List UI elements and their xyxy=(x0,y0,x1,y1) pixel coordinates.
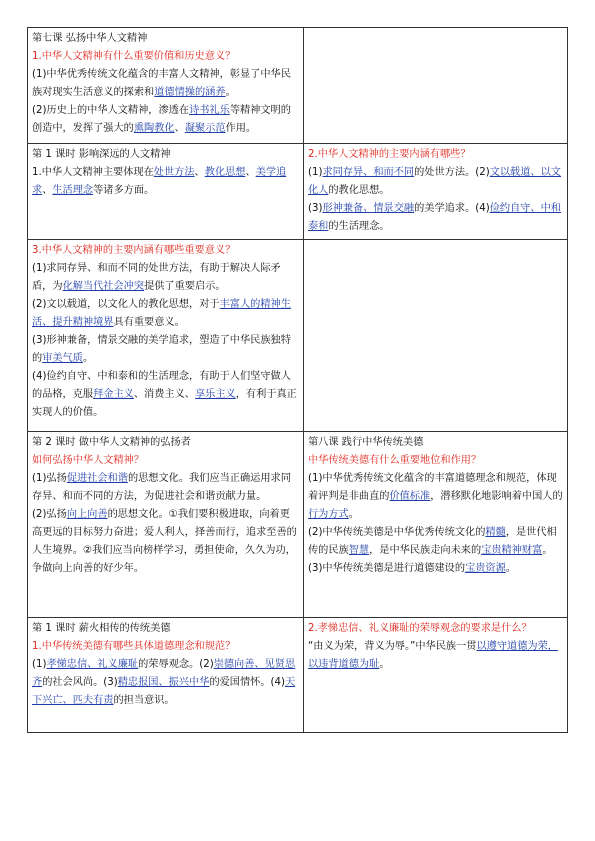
key-term: 宝贵精神财富 xyxy=(481,545,543,556)
key-term: 熏陶教化 xyxy=(133,123,175,134)
question: 如何弘扬中华人文精神？ xyxy=(32,455,145,466)
key-term: 教化思想 xyxy=(204,167,246,178)
key-term: 向上向善 xyxy=(66,509,108,520)
answer-paragraph: (1)求同存异、和而不同的处世方法，有助于解决人际矛盾，为化解当代社会冲突提供了重要启示。 xyxy=(32,263,281,292)
key-term: 审美气质 xyxy=(42,353,83,364)
section-lesson8-intro xyxy=(303,431,568,618)
key-term: 崇德向善、见贤思齐 xyxy=(32,659,296,688)
key-term: 促进社会和谐 xyxy=(66,473,128,484)
question: 1.中华人文精神有什么重要价值和历史意义？ xyxy=(32,51,236,62)
answer-paragraph: (3)中华传统美德是进行道德建设的宝贵资源。 xyxy=(308,563,516,574)
answer-paragraph: (1)求同存异、和而不同的处世方法。(2)文以载道、以文化人的教化思想。 xyxy=(308,167,561,196)
answer-paragraph: (3)形神兼备、情景交融的美学追求。(4)俭约自守、中和泰和的生活理念。 xyxy=(308,203,561,232)
answer-paragraph: (1)孝悌忠信、礼义廉耻的荣辱观念。(2)崇德向善、见贤思齐的社会风尚。(3)精忠报国、振兴中华的爱国情怀。(4)天下兴亡、匹夫有责的担当意识。 xyxy=(32,659,296,706)
key-term: 享乐主义 xyxy=(195,389,236,400)
answer-paragraph: “由义为荣，背义为辱。”中华民族一贯以遵守道德为荣，以违背道德为耻。 xyxy=(308,641,558,670)
key-term: 形神兼备、情景交融 xyxy=(322,203,415,214)
lesson-title: 第 1 课时 薪火相传的传统美德 xyxy=(32,623,171,634)
section-lesson7-period2 xyxy=(27,431,304,618)
key-term: 丰富人的精神生活、提升精神境界 xyxy=(32,299,291,328)
key-term: 价值标准 xyxy=(389,491,431,502)
key-term: 俭约自守、中和泰和 xyxy=(308,203,561,232)
lesson-title: 第七课 弘扬中华人文精神 xyxy=(32,33,148,44)
key-term: 天下兴亡、匹夫有责 xyxy=(32,677,296,706)
answer-paragraph: (2)中华传统美德是中华优秀传统文化的精髓，是世代相传的民族智慧，是中华民族走向未来的宝贵精神财富。 xyxy=(308,527,557,556)
key-term: 道德情操的涵养 xyxy=(154,87,226,98)
answer-paragraph: (1)中华优秀传统文化蕴含的丰富道德理念和规范，体现着评判是非曲直的价值标准，潜移默化地影响着中国人的行为方式。 xyxy=(308,473,563,520)
key-term: 处世方法 xyxy=(153,167,195,178)
answer-paragraph: (2)弘扬向上向善的思想文化。①我们要积极进取，向着更高更远的目标努力奋进；爱人利人，择善而行，追求至善的人生境界。②我们应当向榜样学习，勇担使命，久久为功，争做向上向善的好少年。 xyxy=(32,509,297,574)
section-connotation xyxy=(303,143,568,240)
question: 1.中华传统美德有哪些具体道德理念和规范？ xyxy=(32,641,236,652)
answer-paragraph: (2)文以载道，以文化人的教化思想，对于丰富人的精神生活、提升精神境界具有重要意义。 xyxy=(32,299,291,328)
key-term: 宝贵资源 xyxy=(465,563,506,574)
key-term: 化解当代社会冲突 xyxy=(62,281,145,292)
key-term: 精忠报国、振兴中华 xyxy=(117,677,210,688)
lesson-title: 第 1 课时 影响深远的人文精神 xyxy=(32,149,171,160)
key-term: 求同存异、和而不同 xyxy=(322,167,415,178)
answer-paragraph: (4)俭约自守、中和泰和的生活理念，有助于人们坚守做人的品格，克服拜金主义、消费主义、享乐主义，有利于真正实现人的价值。 xyxy=(32,371,297,418)
answer-paragraph: (3)形神兼备，情景交融的美学追求，塑造了中华民族独特的审美气质。 xyxy=(32,335,291,364)
lesson-title: 第 2 课时 做中华人文精神的弘扬者 xyxy=(32,437,191,448)
section-lesson7-intro xyxy=(27,27,304,144)
answer-paragraph: (1)弘扬促进社会和谐的思想文化。我们应当正确运用求同存异、和而不同的方法，为促进社会和谐贡献力量。 xyxy=(32,473,291,502)
empty-cell xyxy=(303,27,568,144)
lesson-title: 第八课 践行中华传统美德 xyxy=(308,437,424,448)
section-lesson8-period1 xyxy=(27,617,304,733)
key-term: 以遵守道德为荣，以违背道德为耻 xyxy=(308,641,558,670)
key-term: 拜金主义 xyxy=(93,389,134,400)
key-term: 凝聚示范 xyxy=(184,123,226,134)
key-term: 孝悌忠信、礼义廉耻 xyxy=(46,659,139,670)
key-term: 美学追求 xyxy=(32,167,287,196)
key-term: 诗书礼乐 xyxy=(189,105,230,116)
answer-paragraph: 1.中华人文精神主要体现在处世方法、教化思想、美学追求、生活理念等诸多方面。 xyxy=(32,167,287,196)
answer-paragraph: (2)历史上的中华人文精神，渗透在诗书礼乐等精神文明的创造中，发挥了强大的熏陶教化、凝聚示范作用。 xyxy=(32,105,291,134)
question: 2.中华人文精神的主要内涵有哪些？ xyxy=(308,149,471,160)
section-honor-disgrace xyxy=(303,617,568,733)
question: 3.中华人文精神的主要内涵有哪些重要意义？ xyxy=(32,245,236,256)
key-term: 智慧 xyxy=(348,545,370,556)
empty-cell xyxy=(303,239,568,432)
key-term: 精髓 xyxy=(485,527,506,538)
question: 2.孝悌忠信、礼义廉耻的荣辱观念的要求是什么？ xyxy=(308,623,532,634)
key-term: 生活理念 xyxy=(52,185,94,196)
key-term: 行为方式 xyxy=(308,509,349,520)
question: 中华传统美德有什么重要地位和作用？ xyxy=(308,455,482,466)
key-term: 文以载道、以文化人 xyxy=(308,167,561,196)
section-lesson7-period1 xyxy=(27,143,304,240)
answer-paragraph: (1)中华优秀传统文化蕴含的丰富人文精神，彰显了中华民族对现实生活意义的探索和道德情操的涵养。 xyxy=(32,69,291,98)
section-significance xyxy=(27,239,304,432)
